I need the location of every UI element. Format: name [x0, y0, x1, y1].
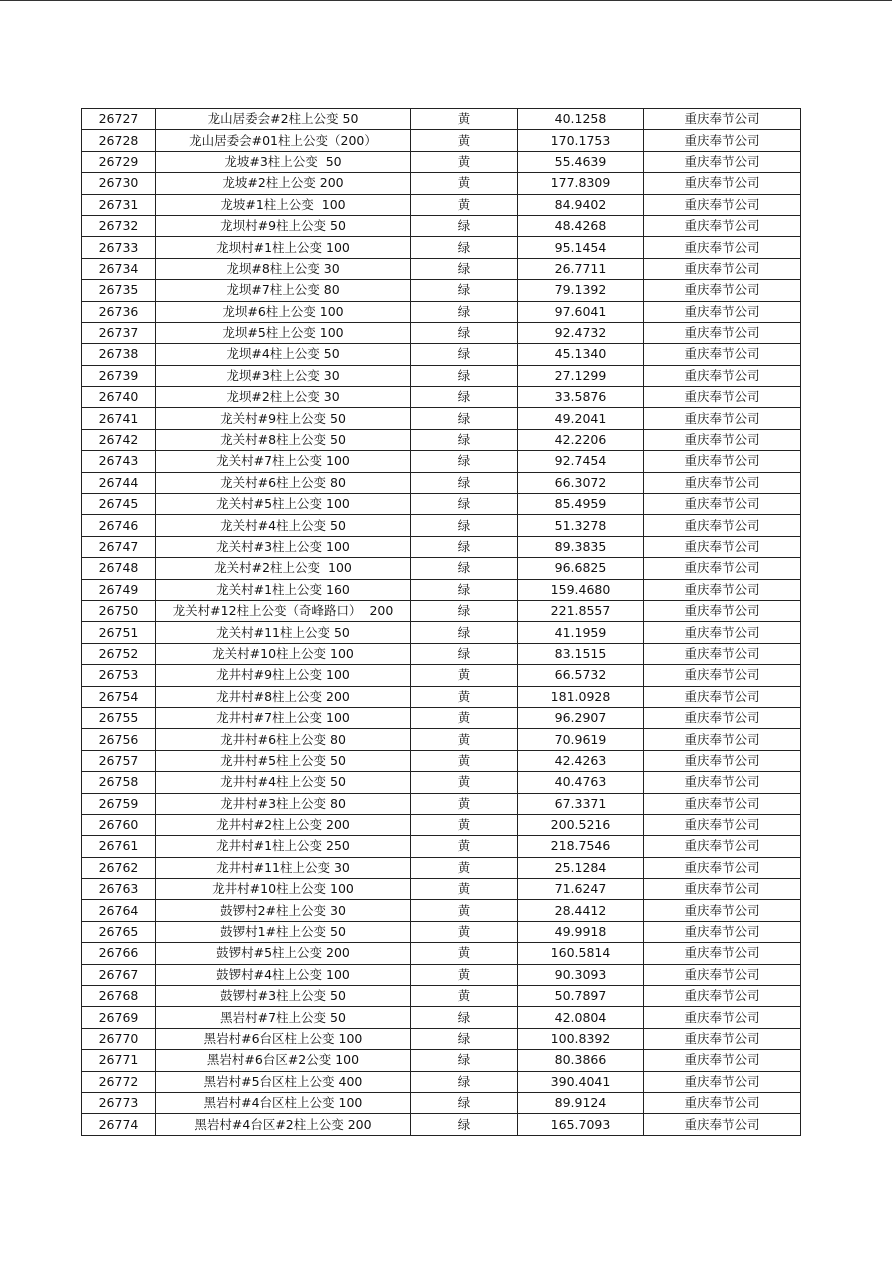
- table-row: [82, 451, 801, 472]
- value-cell: 165.7093: [518, 1114, 644, 1135]
- company-cell: 重庆奉节公司: [644, 408, 801, 429]
- table-row: [82, 729, 801, 750]
- company-cell: 重庆奉节公司: [644, 729, 801, 750]
- company-cell: 重庆奉节公司: [644, 151, 801, 172]
- table-row: [82, 686, 801, 707]
- row-id-cell: 26757: [82, 750, 156, 771]
- row-id-cell: 26735: [82, 280, 156, 301]
- value-cell: 177.8309: [518, 173, 644, 194]
- table-row: [82, 494, 801, 515]
- row-id-cell: 26760: [82, 814, 156, 835]
- row-id-cell: 26765: [82, 921, 156, 942]
- table-row: [82, 1114, 801, 1135]
- status-color-cell: 绿: [411, 387, 518, 408]
- company-cell: 重庆奉节公司: [644, 964, 801, 985]
- value-cell: 42.4263: [518, 750, 644, 771]
- status-color-cell: 黄: [411, 921, 518, 942]
- table-row: [82, 964, 801, 985]
- value-cell: 41.1959: [518, 622, 644, 643]
- company-cell: 重庆奉节公司: [644, 793, 801, 814]
- company-cell: 重庆奉节公司: [644, 772, 801, 793]
- row-id-cell: 26745: [82, 494, 156, 515]
- row-id-cell: 26773: [82, 1092, 156, 1113]
- value-cell: 45.1340: [518, 344, 644, 365]
- company-cell: 重庆奉节公司: [644, 879, 801, 900]
- company-cell: 重庆奉节公司: [644, 130, 801, 151]
- row-id-cell: 26768: [82, 986, 156, 1007]
- row-id-cell: 26770: [82, 1028, 156, 1049]
- value-cell: 218.7546: [518, 836, 644, 857]
- transformer-name-cell: 龙坝村#9柱上公变 50: [156, 215, 411, 236]
- table-row: [82, 194, 801, 215]
- table-row: [82, 173, 801, 194]
- transformer-name-cell: 龙山居委会#2柱上公变 50: [156, 109, 411, 130]
- value-cell: 50.7897: [518, 986, 644, 1007]
- table-row: [82, 387, 801, 408]
- status-color-cell: 绿: [411, 1050, 518, 1071]
- value-cell: 100.8392: [518, 1028, 644, 1049]
- row-id-cell: 26752: [82, 643, 156, 664]
- company-cell: 重庆奉节公司: [644, 600, 801, 621]
- row-id-cell: 26764: [82, 900, 156, 921]
- company-cell: 重庆奉节公司: [644, 579, 801, 600]
- row-id-cell: 26728: [82, 130, 156, 151]
- row-id-cell: 26730: [82, 173, 156, 194]
- value-cell: 95.1454: [518, 237, 644, 258]
- value-cell: 71.6247: [518, 879, 644, 900]
- status-color-cell: 绿: [411, 643, 518, 664]
- transformer-table: [81, 108, 801, 1136]
- transformer-name-cell: 龙坝#8柱上公变 30: [156, 258, 411, 279]
- status-color-cell: 黄: [411, 943, 518, 964]
- table-row: [82, 130, 801, 151]
- value-cell: 66.3072: [518, 472, 644, 493]
- status-color-cell: 绿: [411, 429, 518, 450]
- table-row: [82, 1028, 801, 1049]
- status-color-cell: 黄: [411, 130, 518, 151]
- transformer-name-cell: 龙坝#2柱上公变 30: [156, 387, 411, 408]
- row-id-cell: 26762: [82, 857, 156, 878]
- transformer-name-cell: 龙关村#2柱上公变 100: [156, 558, 411, 579]
- row-id-cell: 26753: [82, 665, 156, 686]
- company-cell: 重庆奉节公司: [644, 1114, 801, 1135]
- table-row: [82, 900, 801, 921]
- company-cell: 重庆奉节公司: [644, 686, 801, 707]
- table-row: [82, 515, 801, 536]
- row-id-cell: 26731: [82, 194, 156, 215]
- status-color-cell: 黄: [411, 750, 518, 771]
- row-id-cell: 26737: [82, 322, 156, 343]
- transformer-name-cell: 龙关村#5柱上公变 100: [156, 494, 411, 515]
- row-id-cell: 26755: [82, 707, 156, 728]
- value-cell: 181.0928: [518, 686, 644, 707]
- transformer-name-cell: 黑岩村#6台区柱上公变 100: [156, 1028, 411, 1049]
- status-color-cell: 黄: [411, 173, 518, 194]
- company-cell: 重庆奉节公司: [644, 258, 801, 279]
- table-row: [82, 921, 801, 942]
- value-cell: 42.2206: [518, 429, 644, 450]
- status-color-cell: 绿: [411, 600, 518, 621]
- transformer-name-cell: 龙关村#1柱上公变 160: [156, 579, 411, 600]
- value-cell: 159.4680: [518, 579, 644, 600]
- row-id-cell: 26754: [82, 686, 156, 707]
- company-cell: 重庆奉节公司: [644, 814, 801, 835]
- company-cell: 重庆奉节公司: [644, 558, 801, 579]
- company-cell: 重庆奉节公司: [644, 215, 801, 236]
- table-row: [82, 429, 801, 450]
- company-cell: 重庆奉节公司: [644, 515, 801, 536]
- transformer-name-cell: 鼓锣村#5柱上公变 200: [156, 943, 411, 964]
- status-color-cell: 绿: [411, 301, 518, 322]
- value-cell: 89.9124: [518, 1092, 644, 1113]
- table-row: [82, 579, 801, 600]
- row-id-cell: 26774: [82, 1114, 156, 1135]
- table-row: [82, 1092, 801, 1113]
- value-cell: 25.1284: [518, 857, 644, 878]
- value-cell: 97.6041: [518, 301, 644, 322]
- company-cell: 重庆奉节公司: [644, 943, 801, 964]
- status-color-cell: 黄: [411, 194, 518, 215]
- company-cell: 重庆奉节公司: [644, 451, 801, 472]
- transformer-name-cell: 龙关村#8柱上公变 50: [156, 429, 411, 450]
- transformer-name-cell: 龙井村#9柱上公变 100: [156, 665, 411, 686]
- table-row: [82, 109, 801, 130]
- status-color-cell: 绿: [411, 622, 518, 643]
- company-cell: 重庆奉节公司: [644, 707, 801, 728]
- status-color-cell: 黄: [411, 686, 518, 707]
- transformer-name-cell: 龙井村#11柱上公变 30: [156, 857, 411, 878]
- transformer-name-cell: 鼓锣村#3柱上公变 50: [156, 986, 411, 1007]
- company-cell: 重庆奉节公司: [644, 622, 801, 643]
- company-cell: 重庆奉节公司: [644, 536, 801, 557]
- status-color-cell: 绿: [411, 1007, 518, 1028]
- table-row: [82, 986, 801, 1007]
- row-id-cell: 26766: [82, 943, 156, 964]
- row-id-cell: 26733: [82, 237, 156, 258]
- company-cell: 重庆奉节公司: [644, 836, 801, 857]
- value-cell: 170.1753: [518, 130, 644, 151]
- status-color-cell: 绿: [411, 579, 518, 600]
- transformer-name-cell: 龙山居委会#01柱上公变（200）: [156, 130, 411, 151]
- status-color-cell: 黄: [411, 836, 518, 857]
- status-color-cell: 绿: [411, 280, 518, 301]
- company-cell: 重庆奉节公司: [644, 237, 801, 258]
- company-cell: 重庆奉节公司: [644, 173, 801, 194]
- company-cell: 重庆奉节公司: [644, 857, 801, 878]
- transformer-name-cell: 龙关村#12柱上公变（奇峰路口） 200: [156, 600, 411, 621]
- transformer-name-cell: 龙关村#9柱上公变 50: [156, 408, 411, 429]
- transformer-name-cell: 龙坝#4柱上公变 50: [156, 344, 411, 365]
- status-color-cell: 绿: [411, 258, 518, 279]
- company-cell: 重庆奉节公司: [644, 1028, 801, 1049]
- table-row: [82, 322, 801, 343]
- row-id-cell: 26767: [82, 964, 156, 985]
- transformer-name-cell: 鼓锣村#4柱上公变 100: [156, 964, 411, 985]
- status-color-cell: 绿: [411, 451, 518, 472]
- transformer-name-cell: 龙井村#3柱上公变 80: [156, 793, 411, 814]
- value-cell: 27.1299: [518, 365, 644, 386]
- table-body: [82, 109, 801, 1136]
- status-color-cell: 绿: [411, 408, 518, 429]
- transformer-name-cell: 龙井村#1柱上公变 250: [156, 836, 411, 857]
- row-id-cell: 26734: [82, 258, 156, 279]
- transformer-name-cell: 鼓锣村2#柱上公变 30: [156, 900, 411, 921]
- transformer-name-cell: 黑岩村#5台区柱上公变 400: [156, 1071, 411, 1092]
- row-id-cell: 26761: [82, 836, 156, 857]
- table-row: [82, 344, 801, 365]
- status-color-cell: 黄: [411, 900, 518, 921]
- status-color-cell: 绿: [411, 344, 518, 365]
- value-cell: 49.9918: [518, 921, 644, 942]
- table-row: [82, 600, 801, 621]
- company-cell: 重庆奉节公司: [644, 900, 801, 921]
- transformer-name-cell: 龙坡#3柱上公变 50: [156, 151, 411, 172]
- transformer-name-cell: 龙关村#7柱上公变 100: [156, 451, 411, 472]
- row-id-cell: 26769: [82, 1007, 156, 1028]
- table-row: [82, 258, 801, 279]
- row-id-cell: 26738: [82, 344, 156, 365]
- row-id-cell: 26772: [82, 1071, 156, 1092]
- company-cell: 重庆奉节公司: [644, 472, 801, 493]
- value-cell: 51.3278: [518, 515, 644, 536]
- table-row: [82, 558, 801, 579]
- status-color-cell: 黄: [411, 109, 518, 130]
- company-cell: 重庆奉节公司: [644, 1007, 801, 1028]
- transformer-name-cell: 龙关村#10柱上公变 100: [156, 643, 411, 664]
- transformer-name-cell: 龙坡#2柱上公变 200: [156, 173, 411, 194]
- table-row: [82, 237, 801, 258]
- company-cell: 重庆奉节公司: [644, 280, 801, 301]
- company-cell: 重庆奉节公司: [644, 921, 801, 942]
- value-cell: 390.4041: [518, 1071, 644, 1092]
- value-cell: 33.5876: [518, 387, 644, 408]
- row-id-cell: 26729: [82, 151, 156, 172]
- status-color-cell: 绿: [411, 1114, 518, 1135]
- row-id-cell: 26771: [82, 1050, 156, 1071]
- value-cell: 200.5216: [518, 814, 644, 835]
- table-row: [82, 836, 801, 857]
- value-cell: 55.4639: [518, 151, 644, 172]
- row-id-cell: 26751: [82, 622, 156, 643]
- table-row: [82, 857, 801, 878]
- status-color-cell: 绿: [411, 536, 518, 557]
- table-row: [82, 1050, 801, 1071]
- table-row: [82, 665, 801, 686]
- company-cell: 重庆奉节公司: [644, 1071, 801, 1092]
- status-color-cell: 黄: [411, 793, 518, 814]
- transformer-name-cell: 龙关村#6柱上公变 80: [156, 472, 411, 493]
- transformer-name-cell: 龙坝#7柱上公变 80: [156, 280, 411, 301]
- table-row: [82, 472, 801, 493]
- status-color-cell: 黄: [411, 707, 518, 728]
- row-id-cell: 26756: [82, 729, 156, 750]
- company-cell: 重庆奉节公司: [644, 986, 801, 1007]
- value-cell: 92.7454: [518, 451, 644, 472]
- table-row: [82, 301, 801, 322]
- transformer-name-cell: 鼓锣村1#柱上公变 50: [156, 921, 411, 942]
- value-cell: 28.4412: [518, 900, 644, 921]
- row-id-cell: 26746: [82, 515, 156, 536]
- table-row: [82, 280, 801, 301]
- value-cell: 160.5814: [518, 943, 644, 964]
- row-id-cell: 26763: [82, 879, 156, 900]
- transformer-name-cell: 龙坝村#1柱上公变 100: [156, 237, 411, 258]
- company-cell: 重庆奉节公司: [644, 429, 801, 450]
- table-row: [82, 643, 801, 664]
- status-color-cell: 黄: [411, 964, 518, 985]
- table-row: [82, 408, 801, 429]
- row-id-cell: 26743: [82, 451, 156, 472]
- status-color-cell: 黄: [411, 986, 518, 1007]
- value-cell: 84.9402: [518, 194, 644, 215]
- value-cell: 42.0804: [518, 1007, 644, 1028]
- transformer-name-cell: 龙关村#3柱上公变 100: [156, 536, 411, 557]
- table-row: [82, 750, 801, 771]
- value-cell: 221.8557: [518, 600, 644, 621]
- row-id-cell: 26740: [82, 387, 156, 408]
- status-color-cell: 黄: [411, 665, 518, 686]
- row-id-cell: 26759: [82, 793, 156, 814]
- transformer-name-cell: 龙关村#4柱上公变 50: [156, 515, 411, 536]
- table-row: [82, 772, 801, 793]
- table-row: [82, 707, 801, 728]
- value-cell: 90.3093: [518, 964, 644, 985]
- table-row: [82, 1007, 801, 1028]
- transformer-name-cell: 黑岩村#7柱上公变 50: [156, 1007, 411, 1028]
- company-cell: 重庆奉节公司: [644, 643, 801, 664]
- company-cell: 重庆奉节公司: [644, 194, 801, 215]
- table-row: [82, 814, 801, 835]
- status-color-cell: 黄: [411, 879, 518, 900]
- status-color-cell: 绿: [411, 1028, 518, 1049]
- value-cell: 40.4763: [518, 772, 644, 793]
- row-id-cell: 26750: [82, 600, 156, 621]
- row-id-cell: 26727: [82, 109, 156, 130]
- company-cell: 重庆奉节公司: [644, 750, 801, 771]
- company-cell: 重庆奉节公司: [644, 1092, 801, 1113]
- status-color-cell: 绿: [411, 494, 518, 515]
- table-row: [82, 365, 801, 386]
- transformer-name-cell: 龙井村#7柱上公变 100: [156, 707, 411, 728]
- value-cell: 48.4268: [518, 215, 644, 236]
- transformer-name-cell: 龙井村#4柱上公变 50: [156, 772, 411, 793]
- company-cell: 重庆奉节公司: [644, 665, 801, 686]
- company-cell: 重庆奉节公司: [644, 322, 801, 343]
- transformer-name-cell: 龙关村#11柱上公变 50: [156, 622, 411, 643]
- table-row: [82, 879, 801, 900]
- transformer-name-cell: 龙坝#5柱上公变 100: [156, 322, 411, 343]
- table-row: [82, 793, 801, 814]
- row-id-cell: 26739: [82, 365, 156, 386]
- transformer-name-cell: 龙井村#2柱上公变 200: [156, 814, 411, 835]
- transformer-name-cell: 龙井村#10柱上公变 100: [156, 879, 411, 900]
- value-cell: 79.1392: [518, 280, 644, 301]
- status-color-cell: 绿: [411, 237, 518, 258]
- row-id-cell: 26741: [82, 408, 156, 429]
- status-color-cell: 黄: [411, 729, 518, 750]
- transformer-name-cell: 黑岩村#6台区#2公变 100: [156, 1050, 411, 1071]
- transformer-name-cell: 黑岩村#4台区#2柱上公变 200: [156, 1114, 411, 1135]
- value-cell: 85.4959: [518, 494, 644, 515]
- status-color-cell: 绿: [411, 365, 518, 386]
- row-id-cell: 26748: [82, 558, 156, 579]
- transformer-name-cell: 龙井村#6柱上公变 80: [156, 729, 411, 750]
- table-row: [82, 1071, 801, 1092]
- company-cell: 重庆奉节公司: [644, 365, 801, 386]
- status-color-cell: 绿: [411, 472, 518, 493]
- transformer-name-cell: 龙井村#5柱上公变 50: [156, 750, 411, 771]
- company-cell: 重庆奉节公司: [644, 1050, 801, 1071]
- status-color-cell: 绿: [411, 1092, 518, 1113]
- table-row: [82, 943, 801, 964]
- value-cell: 96.2907: [518, 707, 644, 728]
- value-cell: 70.9619: [518, 729, 644, 750]
- value-cell: 67.3371: [518, 793, 644, 814]
- row-id-cell: 26736: [82, 301, 156, 322]
- row-id-cell: 26749: [82, 579, 156, 600]
- value-cell: 49.2041: [518, 408, 644, 429]
- value-cell: 89.3835: [518, 536, 644, 557]
- transformer-name-cell: 黑岩村#4台区柱上公变 100: [156, 1092, 411, 1113]
- status-color-cell: 黄: [411, 151, 518, 172]
- status-color-cell: 绿: [411, 215, 518, 236]
- transformer-name-cell: 龙坝#6柱上公变 100: [156, 301, 411, 322]
- row-id-cell: 26758: [82, 772, 156, 793]
- row-id-cell: 26747: [82, 536, 156, 557]
- value-cell: 96.6825: [518, 558, 644, 579]
- company-cell: 重庆奉节公司: [644, 387, 801, 408]
- row-id-cell: 26744: [82, 472, 156, 493]
- page-top-border: [0, 0, 892, 1]
- table-row: [82, 536, 801, 557]
- table-row: [82, 215, 801, 236]
- table-row: [82, 151, 801, 172]
- transformer-name-cell: 龙井村#8柱上公变 200: [156, 686, 411, 707]
- value-cell: 83.1515: [518, 643, 644, 664]
- table-row: [82, 622, 801, 643]
- row-id-cell: 26732: [82, 215, 156, 236]
- status-color-cell: 绿: [411, 322, 518, 343]
- status-color-cell: 黄: [411, 814, 518, 835]
- company-cell: 重庆奉节公司: [644, 494, 801, 515]
- transformer-name-cell: 龙坡#1柱上公变 100: [156, 194, 411, 215]
- value-cell: 26.7711: [518, 258, 644, 279]
- status-color-cell: 绿: [411, 1071, 518, 1092]
- company-cell: 重庆奉节公司: [644, 109, 801, 130]
- row-id-cell: 26742: [82, 429, 156, 450]
- company-cell: 重庆奉节公司: [644, 344, 801, 365]
- status-color-cell: 黄: [411, 772, 518, 793]
- status-color-cell: 绿: [411, 515, 518, 536]
- value-cell: 92.4732: [518, 322, 644, 343]
- value-cell: 40.1258: [518, 109, 644, 130]
- value-cell: 80.3866: [518, 1050, 644, 1071]
- status-color-cell: 绿: [411, 558, 518, 579]
- transformer-name-cell: 龙坝#3柱上公变 30: [156, 365, 411, 386]
- value-cell: 66.5732: [518, 665, 644, 686]
- company-cell: 重庆奉节公司: [644, 301, 801, 322]
- status-color-cell: 黄: [411, 857, 518, 878]
